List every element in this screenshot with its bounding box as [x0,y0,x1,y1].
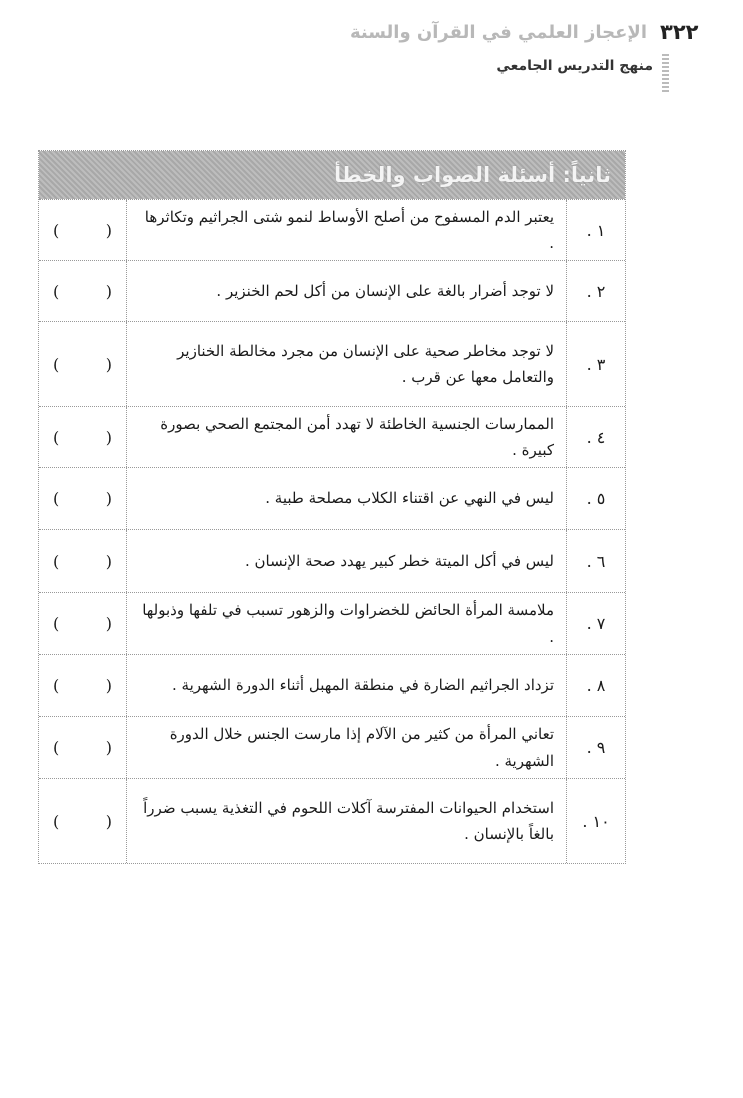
question-row [39,406,625,467]
answer-paren-open: ( [53,676,60,695]
answer-blank[interactable] [39,468,127,529]
question-number: ٤ . [566,407,625,467]
question-number: ٩ . [566,717,625,778]
question-number: ٧ . [566,593,625,654]
answer-blank[interactable] [39,261,127,321]
question-text: لا توجد أضرار بالغة على الإنسان من أكل لحم الخنزير . [216,281,554,300]
question-text: لا توجد مخاطر صحية على الإنسان من مجرد مخالطة الخنازير والتعامل معها عن قرب . [177,341,554,386]
question-row [39,778,625,863]
page-header [0,14,743,84]
question-row [39,716,625,778]
answer-paren-open: ( [53,281,60,301]
question-number: ١ . [566,200,625,260]
answer-paren-open: ( [53,811,60,831]
question-text: ليس في النهي عن اقتناء الكلاب مصلحة طبية . [265,489,554,508]
question-row [39,467,625,529]
answer-paren-open: ( [53,489,60,508]
true-false-table [38,150,626,864]
answer-blank[interactable] [39,322,127,406]
answer-paren-close: ) [105,281,112,301]
answer-blank[interactable] [39,655,127,716]
question-text: ملامسة المرأة الحائض للخضراوات والزهور تسبب في تلفها وذبولها . [142,601,554,646]
answer-paren-close: ) [105,676,112,695]
answer-blank[interactable] [39,779,127,863]
answer-paren-open: ( [53,427,60,447]
answer-paren-open: ( [53,354,60,374]
question-text: يعتبر الدم المسفوح من أصلح الأوساط لنمو شتى الجراثيم وتكاثرها . [144,207,554,252]
answer-paren-close: ) [105,427,112,447]
question-text: استخدام الحيوانات المفترسة آكلات اللحوم في التغذية يسبب ضرراً بالغاً بالإنسان . [143,798,554,843]
answer-paren-close: ) [105,738,112,757]
question-row [39,260,625,321]
answer-blank[interactable] [39,200,127,260]
question-text: ليس في أكل الميتة خطر كبير يهدد صحة الإنسان . [244,551,554,570]
series-title: منهج التدريس الجامعي [496,58,653,74]
answer-paren-open: ( [53,220,60,240]
question-text: تزداد الجراثيم الضارة في منطقة المهبل أثناء الدورة الشهرية . [172,676,554,695]
answer-paren-close: ) [105,354,112,374]
answer-blank[interactable] [39,407,127,467]
question-row [39,654,625,716]
question-number: ٢ . [566,261,625,321]
answer-paren-open: ( [53,614,60,633]
answer-blank[interactable] [39,530,127,592]
question-number: ١٠ . [566,779,625,863]
answer-paren-open: ( [53,551,60,571]
question-row [39,199,625,260]
book-title: الإعجاز العلمي في القرآن والسنة [349,22,647,43]
question-row [39,321,625,406]
answer-paren-close: ) [105,220,112,240]
question-number: ٣ . [566,322,625,406]
header-decoration [662,54,669,94]
question-number: ٨ . [566,655,625,716]
answer-blank[interactable] [39,717,127,778]
answer-blank[interactable] [39,593,127,654]
question-row [39,529,625,592]
section-title: ثانياً: أسئلة الصواب والخطأ [39,151,625,199]
page-number: ٣٢٢ [660,20,699,44]
question-text: تعاني المرأة من كثير من الآلام إذا مارست الجنس خلال الدورة الشهرية . [169,725,554,770]
question-number: ٦ . [566,530,625,592]
answer-paren-close: ) [105,489,112,508]
answer-paren-close: ) [105,551,112,571]
question-number: ٥ . [566,468,625,529]
answer-paren-close: ) [105,614,112,633]
question-text: الممارسات الجنسية الخاطئة لا تهدد أمن المجتمع الصحي بصورة كبيرة . [160,414,554,459]
answer-paren-close: ) [105,811,112,831]
answer-paren-open: ( [53,738,60,757]
question-row [39,592,625,654]
